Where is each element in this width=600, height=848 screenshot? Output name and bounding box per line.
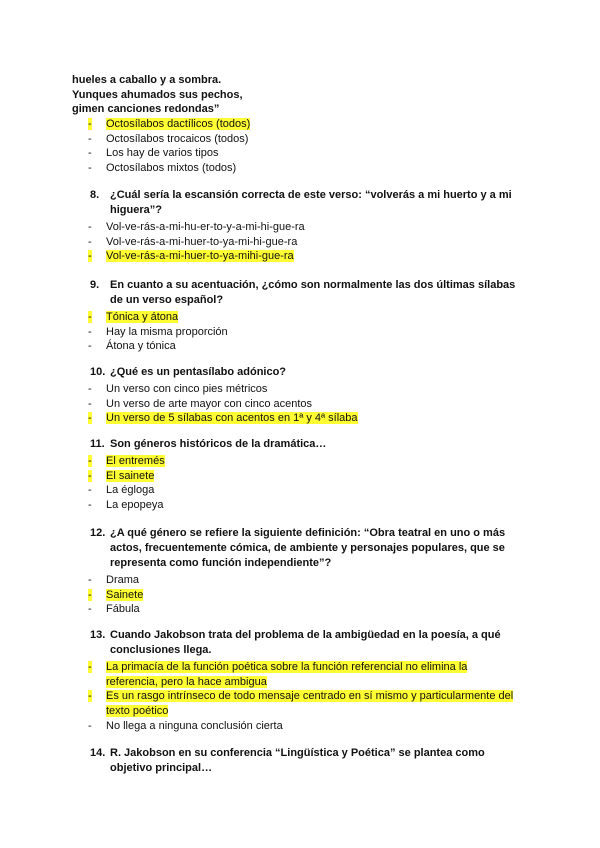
bullet-dash: - — [88, 221, 92, 233]
bullet-dash: - — [88, 147, 92, 160]
option-text: Un verso de 5 sílabas con acentos en 1ª y 4ª sílaba — [106, 412, 358, 425]
option-text: Los hay de varios tipos — [106, 147, 219, 160]
question-text: En cuanto a su acentuación, ¿cómo son normalmente las dos últimas sílabas de un verso español? — [110, 279, 516, 306]
answer-option — [88, 719, 530, 734]
question-number: 9. — [90, 279, 100, 291]
bullet-dash: - — [88, 412, 92, 425]
bullet-dash: - — [88, 661, 92, 673]
option-text: Octosílabos mixtos (todos) — [106, 162, 237, 175]
answer-option-selected — [88, 249, 530, 264]
question-number: 11. — [90, 438, 105, 450]
option-text: Un verso con cinco pies métricos — [106, 383, 268, 395]
answer-option-selected — [88, 310, 530, 325]
answer-option — [88, 220, 530, 235]
answer-option-selected — [88, 588, 530, 603]
question-title — [90, 278, 530, 308]
answer-option-selected — [88, 660, 530, 689]
question-10 — [90, 365, 530, 426]
option-text: Vol-ve-rás-a-mi-huer-to-ya-mi-hi-gue-ra — [106, 235, 298, 248]
question-7-options — [90, 115, 530, 176]
option-text: Drama — [106, 574, 140, 586]
question-text: Cuando Jakobson trata del problema de la ambigüedad en la poesía, a qué conclusiones llega. — [110, 629, 501, 656]
answer-option-selected — [88, 689, 530, 718]
option-text: Octosílabos trocaicos (todos) — [106, 132, 249, 145]
poem-line: Yunques ahumados sus pechos, — [72, 88, 243, 101]
answer-option — [88, 146, 530, 161]
answer-option — [88, 132, 530, 147]
option-text: Un verso de arte mayor con cinco acentos — [106, 397, 313, 410]
question-number: 14. — [90, 747, 106, 759]
question-number: 13. — [90, 629, 106, 641]
question-13 — [90, 628, 530, 734]
question-title — [90, 365, 530, 380]
question-text: R. Jakobson en su conferencia “Lingüística y Poética” se plantea como objetivo principal… — [110, 747, 485, 774]
option-text: La égloga — [106, 484, 155, 497]
question-9 — [90, 278, 530, 354]
answer-option — [88, 382, 530, 397]
answer-option — [88, 397, 530, 412]
option-text: La epopeya — [106, 499, 164, 512]
bullet-dash: - — [88, 719, 92, 732]
bullet-dash: - — [88, 588, 92, 601]
answer-option — [88, 602, 530, 617]
option-text: Vol-ve-rás-a-mi-hu-er-to-y-a-mi-hi-gue-ra — [106, 221, 305, 233]
bullet-dash: - — [88, 484, 92, 497]
bullet-dash: - — [88, 235, 92, 248]
option-text: Hay la misma proporción — [106, 325, 228, 338]
bullet-dash: - — [88, 469, 92, 482]
answer-option — [88, 498, 530, 513]
answer-option — [88, 483, 530, 498]
answer-option-selected — [88, 117, 530, 132]
poem-line: gimen canciones redondas” — [72, 103, 220, 115]
bullet-dash: - — [88, 499, 92, 512]
question-title — [90, 628, 530, 658]
bullet-dash: - — [88, 162, 92, 175]
bullet-dash: - — [88, 118, 92, 130]
poem-excerpt — [72, 73, 542, 117]
option-text: Fábula — [106, 603, 140, 616]
question-11 — [90, 437, 530, 513]
bullet-dash: - — [88, 250, 92, 263]
question-title — [90, 746, 530, 776]
question-title — [90, 526, 530, 571]
question-14 — [90, 746, 530, 776]
option-text: No llega a ninguna conclusión cierta — [106, 719, 283, 732]
question-text: ¿A qué género se refiere la siguiente definición: “Obra teatral en uno o más actos, frecuentemente cómica, de ambiente y personajes populares, que se representa como función independiente”? — [110, 527, 506, 569]
bullet-dash: - — [88, 574, 92, 586]
option-text: La primacía de la función poética sobre la función referencial no elimina la referencia, pero la hace ambigua — [106, 661, 468, 688]
answer-option — [88, 325, 530, 340]
bullet-dash: - — [88, 383, 92, 395]
option-text: Sainete — [106, 588, 144, 601]
bullet-dash: - — [88, 455, 92, 467]
answer-option — [88, 161, 530, 176]
poem-line: hueles a caballo y a sombra. — [72, 74, 222, 86]
question-text: ¿Cuál sería la escansión correcta de este verso: “volverás a mi huerto y a mi higuera”? — [110, 189, 512, 216]
question-number: 10. — [90, 366, 106, 378]
question-title — [90, 437, 530, 452]
answer-option-selected — [88, 454, 530, 469]
bullet-dash: - — [88, 397, 92, 410]
bullet-dash: - — [88, 311, 92, 323]
option-text: Es un rasgo intrínseco de todo mensaje centrado en sí mismo y particularmente del texto poético — [106, 690, 514, 718]
option-text: El entremés — [106, 455, 165, 467]
option-text: El sainete — [106, 469, 155, 482]
bullet-dash: - — [88, 325, 92, 338]
option-text: Vol-ve-rás-a-mi-huer-to-ya-mihi-gue-ra — [106, 250, 294, 263]
question-text: ¿Qué es un pentasílabo adónico? — [110, 366, 287, 378]
option-text: Tónica y átona — [106, 311, 179, 323]
question-8 — [90, 188, 530, 264]
question-12 — [90, 526, 530, 617]
option-text: Octosílabos dactílicos (todos) — [106, 118, 251, 130]
answer-option — [88, 235, 530, 250]
answer-option — [88, 339, 530, 354]
bullet-dash: - — [88, 132, 92, 145]
question-number: 8. — [90, 189, 100, 201]
answer-option-selected — [88, 411, 530, 426]
bullet-dash: - — [88, 690, 92, 703]
answer-option — [88, 573, 530, 588]
bullet-dash: - — [88, 603, 92, 616]
question-title — [90, 188, 530, 218]
option-text: Átona y tónica — [106, 340, 176, 353]
question-number: 12. — [90, 527, 106, 539]
question-text: Son géneros históricos de la dramática… — [110, 438, 327, 450]
bullet-dash: - — [88, 340, 92, 353]
answer-option-selected — [88, 469, 530, 484]
